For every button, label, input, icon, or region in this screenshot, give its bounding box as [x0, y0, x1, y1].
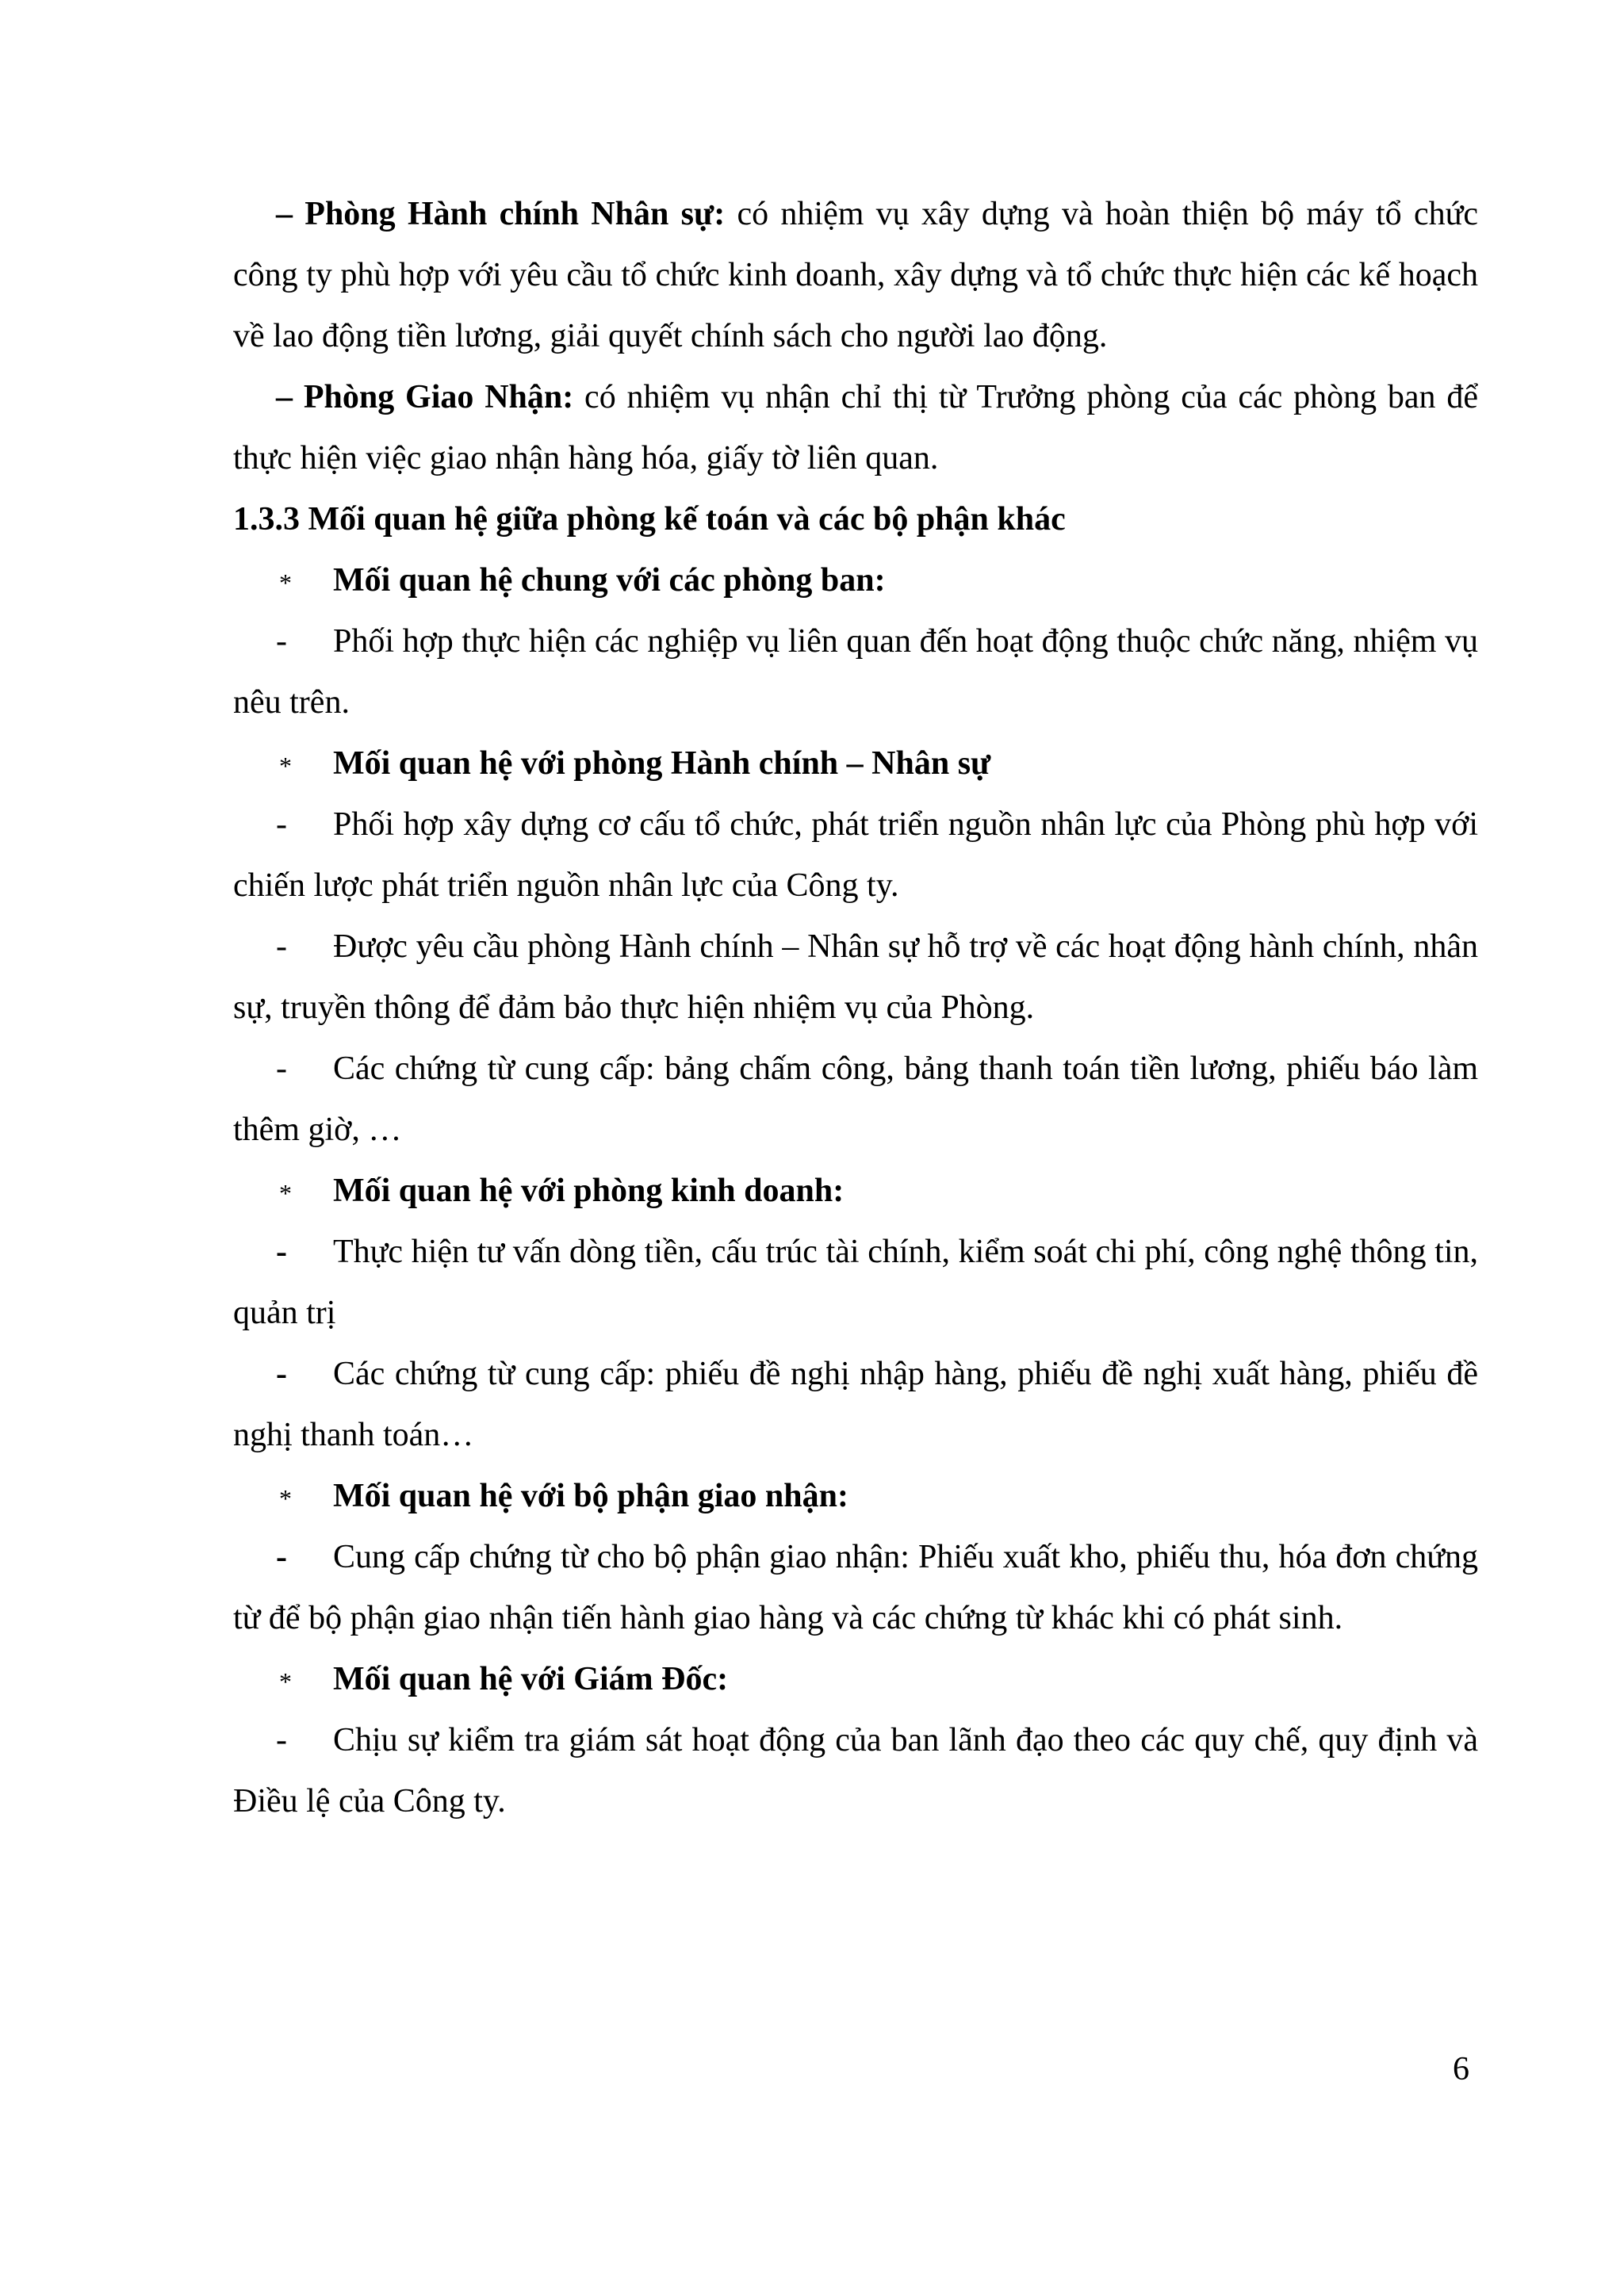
dash-bullet-icon: - — [276, 623, 287, 660]
text-giao-nhan: có nhiệm vụ nhận chỉ thị từ Trưởng phòng của các phòng ban để thực hiện việc giao nhận hàng hóa, giấy tờ liên quan. — [233, 379, 1479, 476]
group-heading-hanh-chinh — [233, 733, 1478, 794]
group-title: Mối quan hệ với phòng kinh doanh: — [333, 1173, 845, 1209]
group-heading-kinh-doanh — [233, 1161, 1478, 1222]
group-heading-chung — [233, 550, 1478, 611]
asterisk-icon: * — [279, 752, 292, 780]
list-item — [233, 1527, 1478, 1649]
asterisk-icon: * — [279, 568, 292, 597]
list-item-text: Phối hợp xây dựng cơ cấu tổ chức, phát triển nguồn nhân lực của Phòng phù hợp với chiến lược phát triển nguồn nhân lực của Công ty. — [233, 806, 1478, 904]
paragraph-giao-nhan — [233, 367, 1478, 489]
page-body — [233, 184, 1478, 1832]
text-hanh-chinh: có nhiệm vụ xây dựng và hoàn thiện bộ máy tổ chức công ty phù hợp với yêu cầu tổ chức kinh doanh, xây dựng và tổ chức thực hiện các kế hoạch về lao động tiền lương, giải quyết chính sách cho người lao động. — [233, 196, 1478, 354]
section-heading: 1.3.3 Mối quan hệ giữa phòng kế toán và các bộ phận khác — [233, 501, 1066, 538]
asterisk-icon: * — [279, 1484, 292, 1513]
group-title: Mối quan hệ với Giám Đốc: — [333, 1661, 729, 1697]
list-item-text: Phối hợp thực hiện các nghiệp vụ liên quan đến hoạt động thuộc chức năng, nhiệm vụ nêu trên. — [233, 623, 1478, 721]
asterisk-icon: * — [279, 1179, 292, 1207]
list-item — [233, 1344, 1478, 1466]
asterisk-icon: * — [279, 1667, 292, 1696]
dash-bullet-icon: - — [276, 1356, 287, 1392]
group-title: Mối quan hệ chung với các phòng ban: — [333, 562, 886, 599]
list-item — [233, 794, 1478, 916]
list-item-text: Cung cấp chứng từ cho bộ phận giao nhận: Phiếu xuất kho, phiếu thu, hóa đơn chứng từ để bộ phận giao nhận tiến hành giao hàng và các chứng từ khác khi có phát sinh. — [233, 1539, 1478, 1636]
lead-giao-nhan: Phòng Giao Nhận: — [303, 379, 574, 415]
group-title: Mối quan hệ với phòng Hành chính – Nhân sự — [333, 745, 991, 782]
group-title: Mối quan hệ với bộ phận giao nhận: — [333, 1478, 848, 1514]
dash-bullet-icon: - — [276, 1234, 287, 1270]
dash-bullet-icon: - — [276, 1050, 287, 1087]
list-item-text: Các chứng từ cung cấp: bảng chấm công, bảng thanh toán tiền lương, phiếu báo làm thêm giờ, … — [233, 1050, 1478, 1148]
dash-mark: – — [276, 379, 293, 415]
list-item-text: Chịu sự kiểm tra giám sát hoạt động của ban lãnh đạo theo các quy chế, quy định và Điều lệ của Công ty. — [233, 1722, 1478, 1820]
paragraph-hanh-chinh — [233, 184, 1478, 367]
dash-bullet-icon: - — [276, 928, 287, 965]
list-item — [233, 611, 1478, 733]
list-item — [233, 916, 1478, 1039]
dash-bullet-icon: - — [276, 806, 287, 843]
dash-bullet-icon: - — [276, 1722, 287, 1758]
dash-mark: – — [276, 196, 293, 232]
page-number: 6 — [1453, 2051, 1469, 2087]
list-item — [233, 1222, 1478, 1344]
group-heading-giam-doc — [233, 1649, 1478, 1710]
list-item-text: Được yêu cầu phòng Hành chính – Nhân sự hỗ trợ về các hoạt động hành chính, nhân sự, truyền thông để đảm bảo thực hiện nhiệm vụ của Phòng. — [233, 928, 1478, 1026]
group-heading-giao-nhan — [233, 1466, 1478, 1527]
list-item-text: Các chứng từ cung cấp: phiếu đề nghị nhập hàng, phiếu đề nghị xuất hàng, phiếu đề nghị thanh toán… — [233, 1356, 1478, 1453]
lead-hanh-chinh: Phòng Hành chính Nhân sự: — [304, 196, 726, 232]
dash-bullet-icon: - — [276, 1539, 287, 1575]
list-item — [233, 1039, 1478, 1161]
list-item-text: Thực hiện tư vấn dòng tiền, cấu trúc tài chính, kiểm soát chi phí, công nghệ thông tin, quản trị — [233, 1234, 1478, 1331]
list-item — [233, 1710, 1478, 1832]
